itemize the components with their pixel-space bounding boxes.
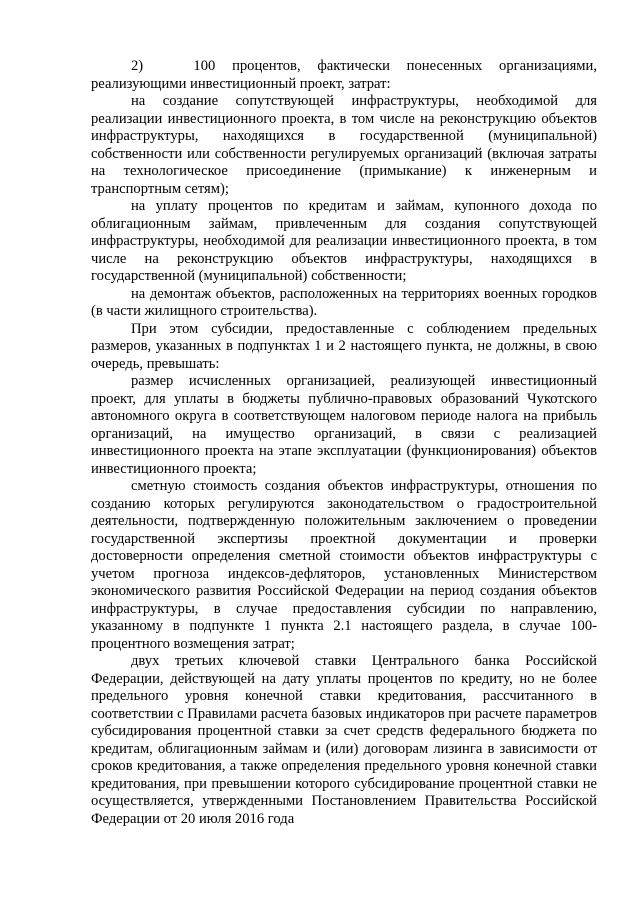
paragraph-key-rate: двух третьих ключевой ставки Центрального банка Российской Федерации, действующей на дату уплаты процентов по кредиту, но не более предельного уровня конечной ставки кредитования, рассчитанного в соответствии с Правилами расчета базовых индикаторов при расчете параметров субсидирования процентной ставки за счет средств федерального бюджета по кредитам, облигационным займам и (или) договорам лизинга в зависимости от сроков кредитования, а также определения предельного уровня конечной ставки кредитования, при превышении которого субсидирование процентной ставки не осуществляется, утвержденными Постановлением Правительства Российской Федерации от 20 июля 2016 года xyxy=(91,653,597,827)
document-body xyxy=(91,58,597,828)
paragraph-tax-amount: размер исчисленных организацией, реализующей инвестиционный проект, для уплаты в бюджеты публично-правовых образований Чукотского автономного округа в соответствующем налоговом периоде налога на прибыль организаций, на имущество организаций, в связи с реализацией инвестиционного проекта на этапе эксплуатации (функционирования) объектов инвестиционного проекта; xyxy=(91,373,597,477)
paragraph-dismantling: на демонтаж объектов, расположенных на территориях военных городков (в части жилищного строительства). xyxy=(91,285,597,319)
paragraph-interest-payment: на уплату процентов по кредитам и займам, купонного дохода по облигационным займам, привлеченным для создания сопутствующей инфраструктуры, необходимой для реализации инвестиционного проекта, в том числе на реконструкцию объектов инфраструктуры, находящихся в государственной (муниципальной) собственности; xyxy=(91,198,597,284)
paragraph-subpoint-2: 2) 100 процентов, фактически понесенных организациями, реализующими инвестиционный проект, затрат: xyxy=(91,58,597,92)
paragraph-estimated-cost: сметную стоимость создания объектов инфраструктуры, отношения по созданию которых регулируются законодательством о градостроительной деятельности, подтвержденную положительным заключением о проведении государственной экспертизы проектной документации и проверки достоверности определения сметной стоимости объектов инфраструктуры с учетом прогноза индексов-дефляторов, установленных Министерством экономического развития Российской Федерации на период создания объектов инфраструктуры, в случае предоставления субсидии по направлению, указанному в подпункте 1 пункта 2.1 настоящего раздела, в случае 100-процентного возмещения затрат; xyxy=(91,478,597,652)
paragraph-subsidy-limits: При этом субсидии, предоставленные с соблюдением предельных размеров, указанных в подпунктах 1 и 2 настоящего пункта, не должны, в свою очередь, превышать: xyxy=(91,320,597,372)
paragraph-infrastructure-creation: на создание сопутствующей инфраструктуры, необходимой для реализации инвестиционного проекта, в том числе на реконструкцию объектов инфраструктуры, находящихся в государственной (муниципальной) собственности или собственности регулируемых организаций (включая затраты на технологическое присоединение (примыкание) к инженерным и транспортным сетям); xyxy=(91,93,597,197)
